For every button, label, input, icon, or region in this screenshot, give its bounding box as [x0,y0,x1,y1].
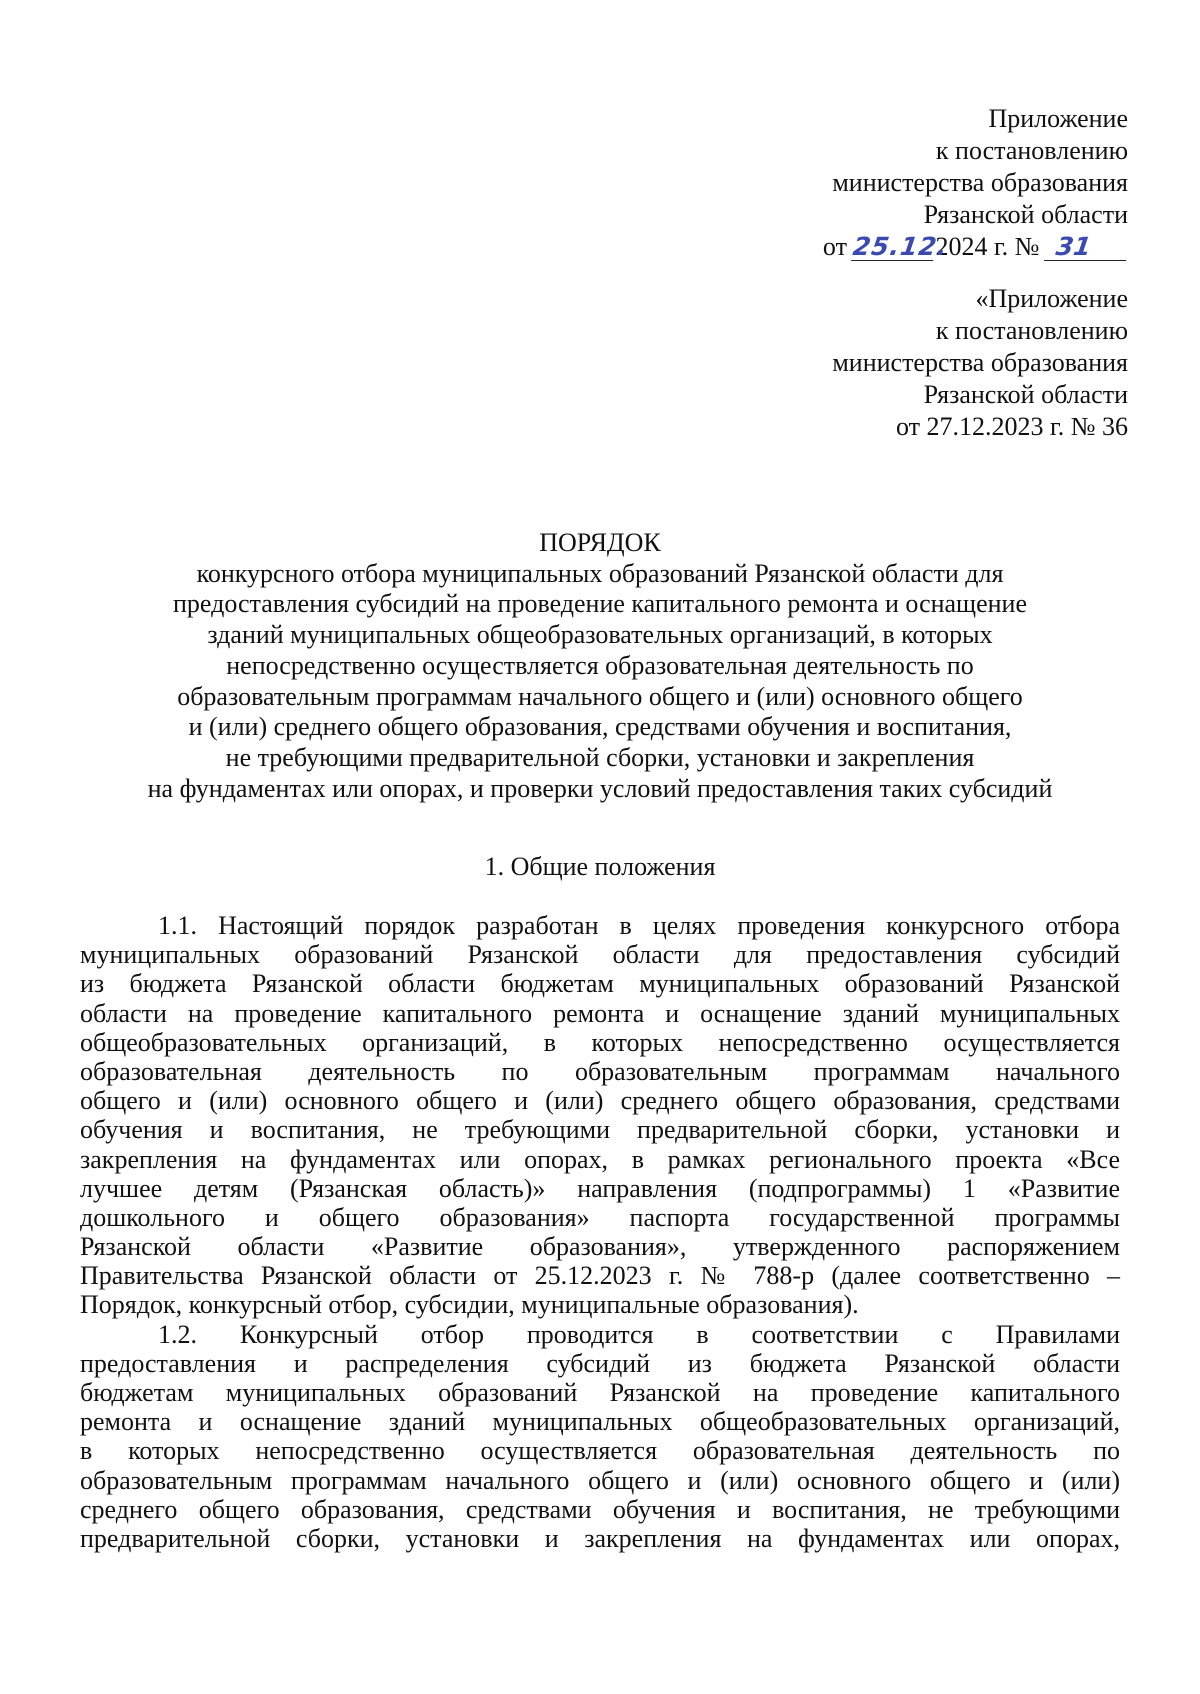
quoted-resolution-ref: к постановлению [935,316,1128,345]
title-line: непосредственно осуществляется образовательная деятельность по [226,650,974,680]
paragraph-1-1-line: закрепления на фундаментах или опорах, в рамках регионального проекта «Все [80,1144,1120,1174]
appendix-region: Рязанской области [923,200,1128,229]
appendix-resolution-ref: к постановлению [935,136,1128,165]
paragraph-1-1-line: муниципальных образований Рязанской области для предоставления субсидий [80,940,1120,970]
title-line: не требующими предварительной сборки, установки и закрепления [225,742,975,772]
document-title [80,528,1120,804]
appendix-ministry: министерства образования [832,168,1128,197]
paragraph-1-1-line: общеобразовательных организаций, в которых непосредственно осуществляется [80,1027,1120,1057]
paragraph-1-1-line: Порядок, конкурсный отбор, субсидии, муниципальные образования). [80,1290,859,1320]
quoted-ministry: министерства образования [832,348,1128,377]
appendix-label: Приложение [988,104,1128,133]
paragraph-1-1-line: из бюджета Рязанской области бюджетам муниципальных образований Рязанской [80,969,1120,999]
paragraph-1-1-line: образовательная деятельность по образовательным программам начального [80,1056,1120,1086]
title-line: и (или) среднего общего образования, средствами обучения и воспитания, [188,712,1012,742]
paragraph-1-2-line: в которых непосредственно осуществляется образовательная деятельность по [80,1436,1120,1466]
paragraph-1-2-line: среднего общего образования, средствами обучения и воспитания, не требующими [80,1494,1120,1524]
paragraph-1-1-line: общего и (или) основного общего и (или) среднего общего образования, средствами [80,1086,1120,1116]
paragraph-1-1-line: обучения и воспитания, не требующими предварительной сборки, установки и [80,1115,1120,1145]
appendix-header [823,103,1128,263]
paragraph-1-2-line: предоставления и распределения субсидий из бюджета Рязанской области [80,1348,1120,1378]
quoted-appendix-header [832,283,1128,443]
handwritten-number: 31 [1044,234,1130,261]
title-line: образовательным программам начального общего и (или) основного общего [177,681,1023,711]
quoted-appendix-label: «Приложение [975,284,1128,313]
handwritten-date: 25.12. [851,232,951,261]
title-line: предоставления субсидий на проведение капитального ремонта и оснащение [173,589,1027,619]
quoted-date-number: от 27.12.2023 г. № 36 [895,412,1128,441]
paragraph-1-2-line: предварительной сборки, установки и закрепления на фундаментах или опорах, [80,1523,1120,1553]
date-year: 2024 г. № [935,232,1040,261]
title-line: конкурсного отбора муниципальных образований Рязанской области для [196,558,1004,588]
title-line: зданий муниципальных общеобразовательных организаций, в которых [207,620,993,650]
section-heading: 1. Общие положения [484,852,716,881]
paragraph-1-1-line: области на проведение капитального ремонта и оснащение зданий муниципальных [80,998,1120,1028]
paragraph-1-1-line: дошкольного и общего образования» паспорта государственной программы [80,1202,1120,1232]
paragraph-1-2-line: образовательным программам начального общего и (или) основного общего и (или) [80,1465,1120,1495]
paragraph-1-1-line: Правительства Рязанской области от 25.12.2023 г. № 788-р (далее соответственно – [80,1261,1120,1291]
title-line: на фундаментах или опорах, и проверки условий предоставления таких субсидий [147,773,1053,803]
paragraph-1-1-line: 1.1. Настоящий порядок разработан в целях проведения конкурсного отбора [158,911,1120,940]
appendix-date-line [823,231,1128,263]
paragraph-1-2-line: ремонта и оснащение зданий муниципальных общеобразовательных организаций, [80,1407,1120,1437]
date-prefix: от [822,232,847,261]
paragraph-1-2-line: бюджетам муниципальных образований Рязанской на проведение капитального [80,1378,1120,1407]
section-body [80,911,1120,1553]
paragraph-1-1-line: лучшее детям (Рязанская область)» направления (подпрограммы) 1 «Развитие [80,1173,1120,1203]
paragraph-1-2-line: 1.2. Конкурсный отбор проводится в соответствии с Правилами [158,1319,1120,1349]
paragraph-1-1-line: Рязанской области «Развитие образования», утвержденного распоряжением [80,1232,1120,1262]
quoted-region: Рязанской области [923,380,1128,409]
title-heading: ПОРЯДОК [539,528,661,557]
